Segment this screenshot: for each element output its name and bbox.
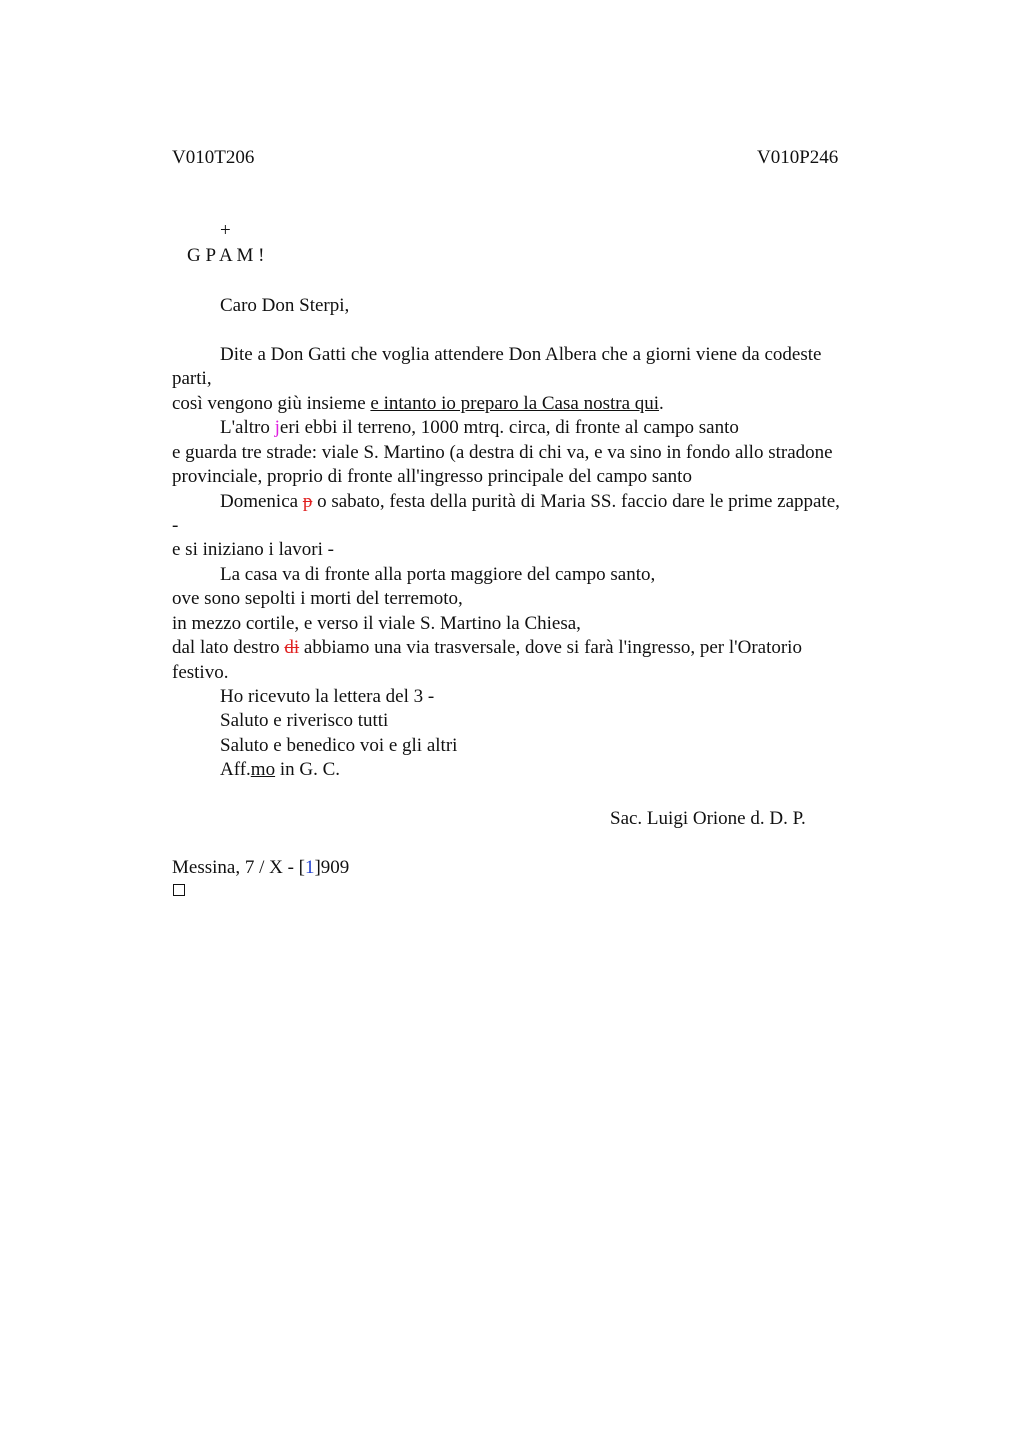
header-right-code: V010P246 — [757, 147, 839, 168]
text-run: Aff. — [220, 759, 251, 780]
paragraph-5: Ho ricevuto la lettera del 3 - — [220, 686, 435, 707]
text-run: in G. C. — [275, 759, 341, 780]
text-run: L'altro — [220, 417, 275, 438]
paragraph-3-line-1 — [220, 490, 840, 514]
cross-symbol: + — [220, 220, 231, 241]
text-run: così vengono giù insieme — [172, 393, 371, 414]
paragraph-6: Saluto e riverisco tutti — [220, 710, 389, 731]
paragraph-1-line-3 — [172, 392, 664, 416]
text-run: Domenica — [220, 491, 303, 512]
paragraph-4-line-1: La casa va di fronte alla porta maggiore del campo santo, — [220, 564, 656, 585]
paragraph-4-line-4 — [172, 636, 802, 660]
paragraph-3-line-2: - — [172, 515, 179, 536]
paragraph-4-line-5: festivo. — [172, 662, 229, 683]
text-run: ]909 — [314, 857, 350, 878]
text-run: abbiamo una via trasversale, dove si farà l'ingresso, per l'Oratorio — [299, 637, 802, 658]
correction-mark: j — [274, 417, 280, 438]
paragraph-1-line-2: parti, — [172, 368, 212, 389]
editorial-insertion: 1 — [304, 857, 315, 878]
paragraph-3-line-3: e si iniziano i lavori - — [172, 539, 334, 560]
text-run: . — [659, 393, 664, 414]
motto: G P A M ! — [187, 245, 265, 266]
paragraph-1-line-1: Dite a Don Gatti che voglia attendere Don Albera che a giorni viene da codeste — [220, 344, 822, 365]
paragraph-7: Saluto e benedico voi e gli altri — [220, 735, 458, 756]
text-run: eri ebbi il terreno, 1000 mtrq. circa, di fronte al campo santo — [279, 417, 739, 438]
paragraph-2-line-3: provinciale, proprio di fronte all'ingresso principale del campo santo — [172, 466, 692, 487]
underlined-text: e intanto io preparo la Casa nostra qui — [370, 393, 660, 414]
paragraph-2-line-2: e guarda tre strade: viale S. Martino (a destra di chi va, e va sino in fondo allo stradone — [172, 442, 833, 463]
text-run: dal lato destro — [172, 637, 285, 658]
paragraph-2-line-1 — [220, 416, 739, 440]
date-line — [172, 856, 349, 880]
salutation: Caro Don Sterpi, — [220, 295, 350, 316]
text-run: Messina, 7 / X - [ — [172, 857, 305, 878]
checkbox-icon — [173, 884, 185, 896]
header-left-code: V010T206 — [172, 147, 255, 168]
deleted-text: di — [284, 637, 300, 658]
paragraph-4-line-2: ove sono sepolti i morti del terremoto, — [172, 588, 463, 609]
text-run: o sabato, festa della purità di Maria SS. faccio dare le prime zappate, — [312, 491, 840, 512]
closing — [220, 758, 340, 782]
underlined-text: mo — [250, 759, 276, 780]
paragraph-4-line-3: in mezzo cortile, e verso il viale S. Martino la Chiesa, — [172, 613, 581, 634]
deleted-text: p — [302, 491, 313, 512]
signature: Sac. Luigi Orione d. D. P. — [610, 808, 806, 829]
